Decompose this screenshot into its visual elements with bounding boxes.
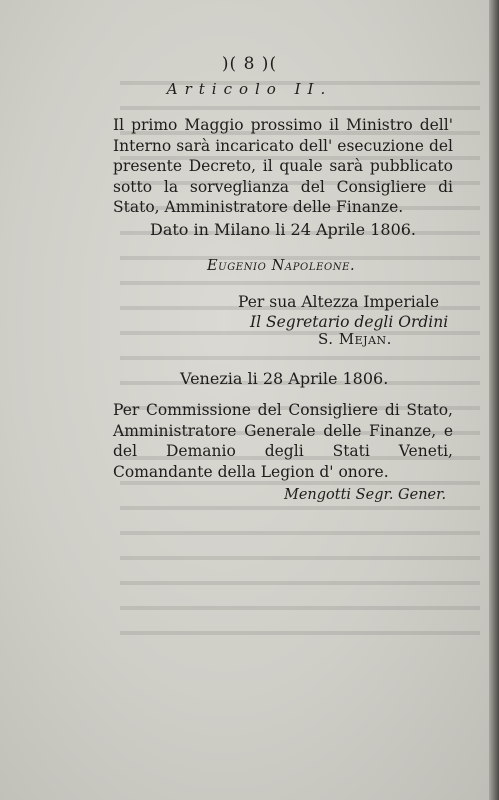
dated-venezia: Venezia li 28 Aprile 1806. <box>180 369 389 388</box>
secretary-line-2: Il Segretario degli Ordini <box>250 313 449 331</box>
secretary-line-1: Per sua Altezza Imperiale <box>238 293 440 311</box>
dated-milano: Dato in Milano li 24 Aprile 1806. <box>150 220 417 239</box>
article-paragraph: Il primo Maggio prossimo il Ministro dell' Interno sarà incaricato dell' esecuzione del presente Decreto, il quale sarà pubblicato sotto la sorveglianza del Consigliere di Stato, Amministratore delle Finanze. <box>113 116 453 216</box>
secretary-name: S. Mejan. <box>318 330 392 348</box>
page-edge-shadow <box>489 0 499 800</box>
article-heading: Articolo II. <box>166 80 333 98</box>
signature-mengotti: Mengotti Segr. Gener. <box>284 487 447 503</box>
page-number: )( 8 )( <box>221 54 278 74</box>
signature-napoleone: Eugenio Napoleone. <box>207 258 356 274</box>
commission-paragraph: Per Commissione del Consigliere di Stato, Amministratore Generale delle Finanze, e del Demanio degli Stati Veneti, Comandante della Legion d' onore. <box>113 401 453 481</box>
